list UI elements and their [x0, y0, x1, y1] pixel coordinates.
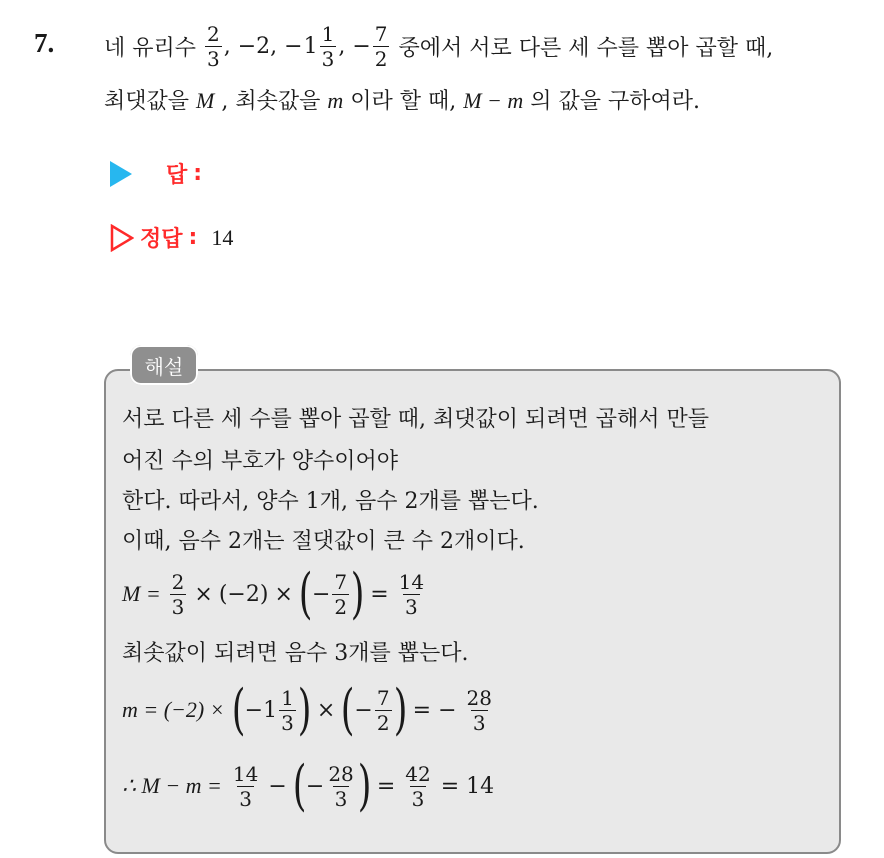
eq1-open-paren: (: [298, 562, 313, 625]
eq1-b: (−2): [218, 581, 269, 607]
eq2-equals: = −: [412, 697, 457, 723]
solution-row: [110, 222, 233, 253]
eq1-frac-a: $\frac{2}{3}$: [171, 569, 185, 619]
solution-value: 14: [211, 224, 234, 250]
eq3-frac-a: $\frac{14}{3}$: [232, 761, 259, 811]
question-suffix: 중에서 서로 다른 세 수를 뽑아 곱할 때,: [398, 35, 774, 61]
fraction-one-third: $\frac{1}{3}$: [321, 21, 335, 71]
explanation-line-4: 이때, 음수 2개는 절댓값이 큰 수 2개이다.: [122, 529, 525, 554]
equation-min: [122, 676, 496, 744]
eq1-close-paren: ): [350, 562, 365, 625]
question-text-b: , 최솟값을: [221, 89, 321, 114]
answer-colon: :: [193, 161, 203, 186]
eq3-open-paren: (: [292, 754, 307, 817]
eq2-frac-result: $\frac{28}{3}$: [466, 685, 492, 735]
eq3-equals: =: [376, 773, 396, 799]
eq3-result: = 14: [440, 773, 495, 799]
solid-triangle-icon: [110, 161, 132, 187]
eq3-frac-b: $\frac{28}{3}$: [328, 761, 354, 811]
var-m: m: [327, 88, 344, 113]
var-M: M: [196, 88, 215, 113]
eq2-open-paren-b: (: [341, 678, 355, 741]
solution-label: 정답: [140, 227, 183, 252]
eq3-lhs: ∴ M − m =: [122, 773, 222, 798]
eq2-close-paren-a: ): [297, 678, 312, 741]
outline-triangle-icon: [110, 224, 134, 252]
separator-neg-two: , −2, −: [223, 33, 303, 59]
explanation-tag: 해설: [130, 345, 198, 385]
explanation-line-2: 어진 수의 부호가 양수이어야: [122, 449, 399, 474]
eq3-close-paren: ): [357, 754, 372, 817]
question-text-d: 의 값을 구하여라.: [530, 89, 701, 114]
answer-row: [110, 158, 202, 189]
explanation-line-3: 한다. 따라서, 양수 1개, 음수 2개를 뽑는다.: [122, 489, 539, 514]
eq2-a-prefix: −1: [244, 697, 278, 723]
separator-neg: , −: [338, 33, 371, 59]
eq1-frac-c: $\frac{7}{2}$: [334, 569, 348, 619]
eq3-b-sign: −: [305, 773, 325, 799]
eq1-lhs: M =: [122, 581, 161, 606]
explanation-line-1: 서로 다른 세 수를 뽑아 곱할 때, 최댓값이 되려면 곱해서 만들: [122, 407, 709, 432]
eq3-frac-c: $\frac{42}{3}$: [405, 761, 431, 811]
fraction-seven-halves: $\frac{7}{2}$: [374, 21, 388, 71]
eq1-times-1: ×: [194, 581, 213, 607]
question-text-c: 이라 할 때,: [350, 89, 457, 114]
explanation-line-5: 최솟값이 되려면 음수 3개를 뽑는다.: [122, 641, 469, 666]
answer-label: 답: [166, 163, 188, 188]
eq2-frac-a: $\frac{1}{3}$: [281, 685, 294, 735]
question-number: 7.: [34, 28, 55, 58]
question-line-1: [104, 16, 773, 76]
question-prefix: 네 유리수: [104, 35, 197, 61]
equation-difference: [122, 752, 500, 820]
eq1-c-sign: −: [311, 581, 331, 607]
fraction-two-thirds: $\frac{2}{3}$: [207, 21, 220, 71]
eq2-lhs: m = (−2) ×: [122, 697, 225, 722]
equation-max: [122, 560, 428, 628]
question-line-2: [104, 84, 700, 115]
eq2-times: ×: [316, 697, 336, 723]
eq3-minus: −: [268, 773, 287, 799]
eq2-close-paren-b: ): [393, 678, 407, 741]
question-text-a: 최댓값을: [104, 89, 190, 114]
eq2-b-sign: −: [354, 697, 373, 723]
eq1-frac-result: $\frac{14}{3}$: [398, 569, 425, 619]
eq1-equals: =: [370, 581, 389, 607]
solution-colon: :: [188, 225, 198, 250]
expr-M-minus-m: M − m: [463, 88, 524, 113]
eq2-frac-b: $\frac{7}{2}$: [376, 685, 390, 735]
eq2-open-paren-a: (: [231, 678, 245, 741]
mixed-whole: 1: [303, 33, 318, 59]
eq1-times-2: ×: [274, 581, 293, 607]
